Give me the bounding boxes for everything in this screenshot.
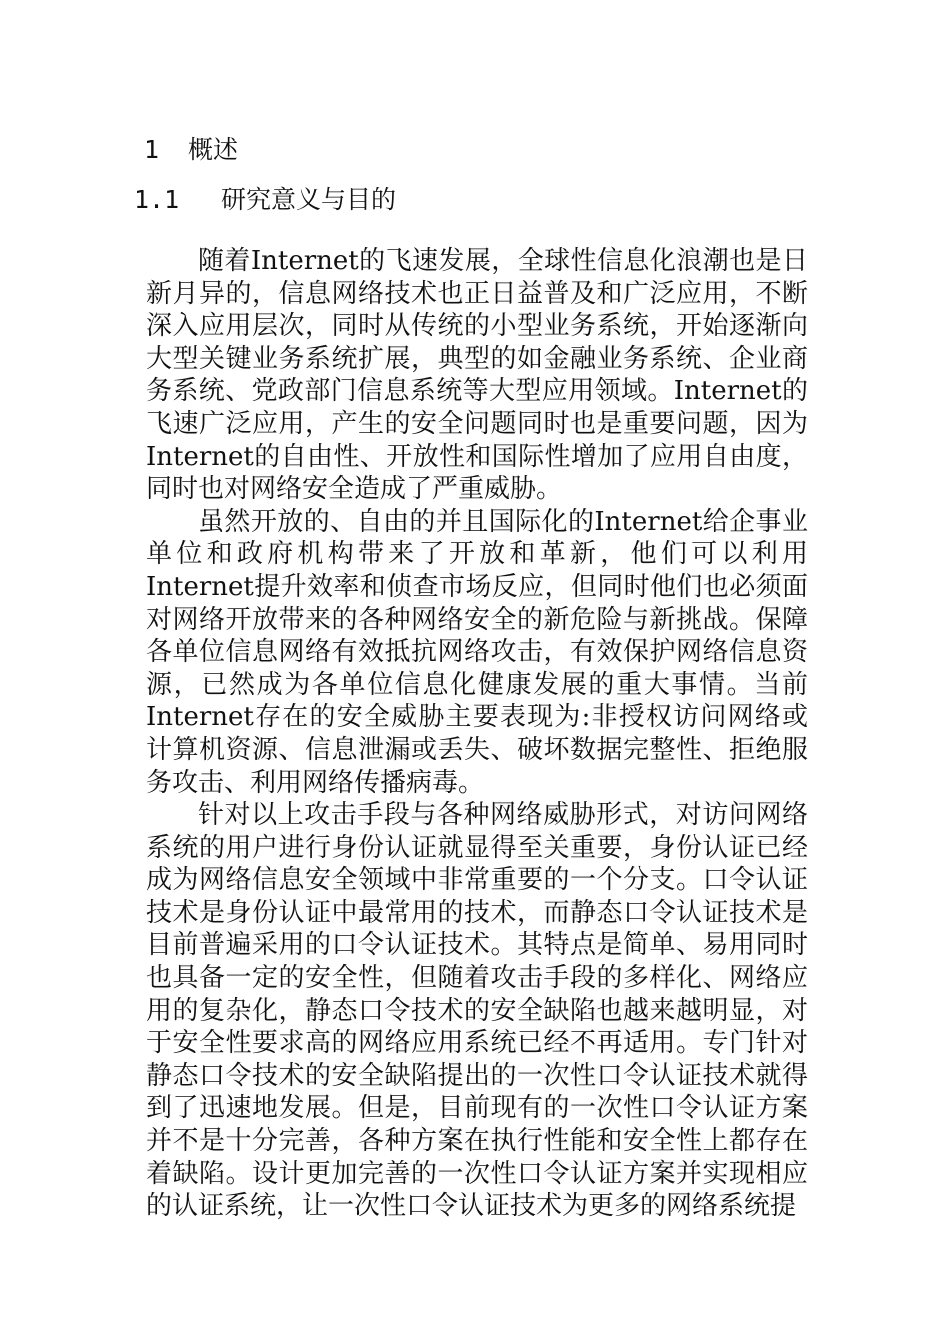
paragraph: 针对以上攻击手段与各种网络威胁形式，对访问网络系统的用户进行身份认证就显得至关重要，身份认证已经成为网络信息安全领域中非常重要的一个分支。口令认证技术是身份认证中最常用的技术，而静态口令认证技术是目前普遍采用的口令认证技术。其特点是简单、易用同时也具备一定的安全性，但随着攻击手段的多样化、网络应用的复杂化，静态口令技术的安全缺陷也越来越明显，对于安全性要求高的网络应用系统已经不再适用。专门针对静态口令技术的安全缺陷提出的一次性口令认证技术就得到了迅速地发展。但是，目前现有的一次性口令认证方案并不是十分完善，各种方案在执行性能和安全性上都存在着缺陷。设计更加完善的一次性口令认证方案并实现相应的认证系统，让一次性口令认证技术为更多的网络系统提 — [146, 800, 808, 1222]
chapter-title: 概述 — [188, 135, 239, 164]
section-title: 研究意义与目的 — [221, 185, 397, 214]
chapter-heading — [144, 134, 238, 166]
paragraph: 随着Internet的飞速发展，全球性信息化浪潮也是日新月异的，信息网络技术也正日益普及和广泛应用，不断深入应用层次，同时从传统的小型业务系统，开始逐渐向大型关键业务系统扩展，典型的如金融业务系统、企业商务系统、党政部门信息系统等大型应用领域。Internet的飞速广泛应用，产生的安全问题同时也是重要问题，因为Internet的自由性、开放性和国际性增加了应用自由度，同时也对网络安全造成了严重威胁。 — [146, 246, 808, 505]
section-number: 1.1 — [134, 185, 180, 214]
section-heading — [134, 184, 396, 216]
chapter-number: 1 — [144, 135, 160, 164]
body-text — [146, 245, 808, 1223]
paragraph: 虽然开放的、自由的并且国际化的Internet给企事业单位和政府机构带来了开放和革新，他们可以利用Internet提升效率和侦查市场反应，但同时他们也必须面对网络开放带来的各种网络安全的新危险与新挑战。保障各单位信息网络有效抵抗网络攻击，有效保护网络信息资源，已然成为各单位信息化健康发展的重大事情。当前Internet存在的安全威胁主要表现为:非授权访问网络或计算机资源、信息泄漏或丢失、破坏数据完整性、拒绝服务攻击、利用网络传播病毒。 — [146, 506, 808, 798]
